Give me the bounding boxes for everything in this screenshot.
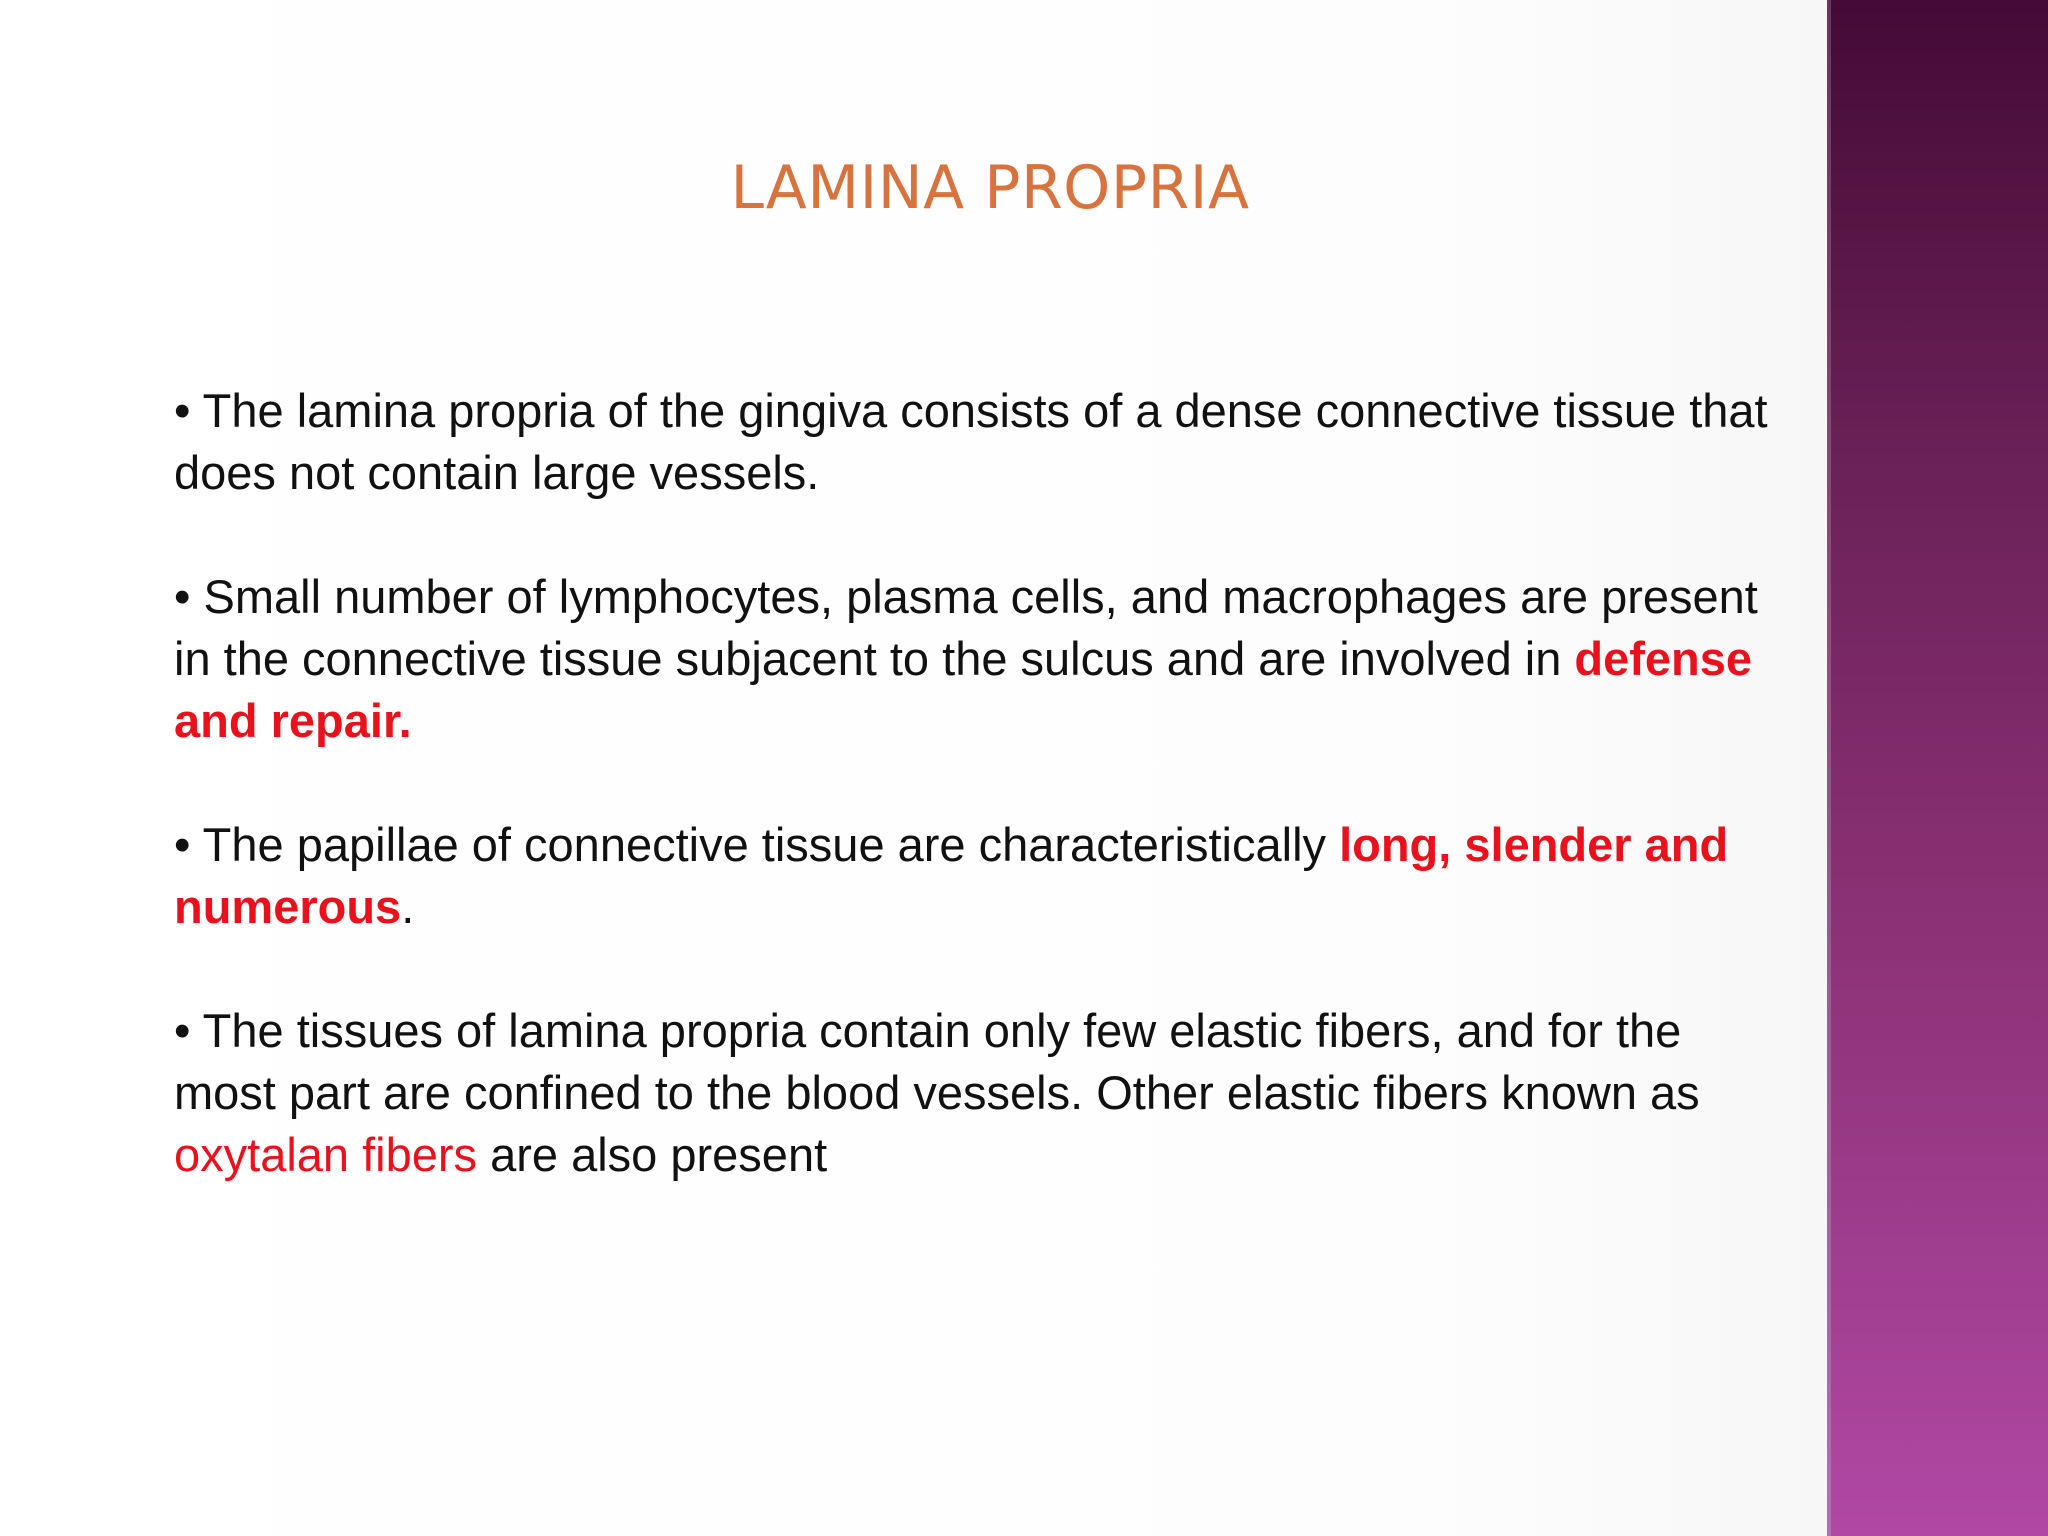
bullet-item [174, 566, 1774, 752]
decorative-side-band [1827, 0, 2048, 1536]
bullet-text: • The papillae of connective tissue are characteristically [174, 818, 1340, 871]
bullet-text: • Small number of lymphocytes, plasma cells, and macrophages are present in the connective tissue subjacent to the sulcus and are involved in [174, 570, 1758, 685]
bullet-list [174, 380, 1774, 1248]
bullet-highlight: long, slender and numerous [174, 818, 1729, 933]
bullet-text: • The lamina propria of the gingiva consists of a dense connective tissue that does not contain large vessels. [174, 384, 1768, 499]
bullet-text-end: . [401, 880, 415, 933]
bullet-highlight: oxytalan fibers [174, 1128, 478, 1181]
bullet-highlight: defense and repair. [174, 632, 1753, 747]
bullet-item [174, 814, 1774, 938]
bullet-text: • The tissues of lamina propria contain only few elastic fibers, and for the most part are confined to the blood vessels. Other elastic fibers known as [174, 1004, 1700, 1119]
bullet-text-end: are also present [477, 1128, 828, 1181]
bullet-item [174, 380, 1774, 504]
bullet-item [174, 1000, 1774, 1186]
slide-title: LAMINA PROPRIA [730, 153, 1250, 223]
